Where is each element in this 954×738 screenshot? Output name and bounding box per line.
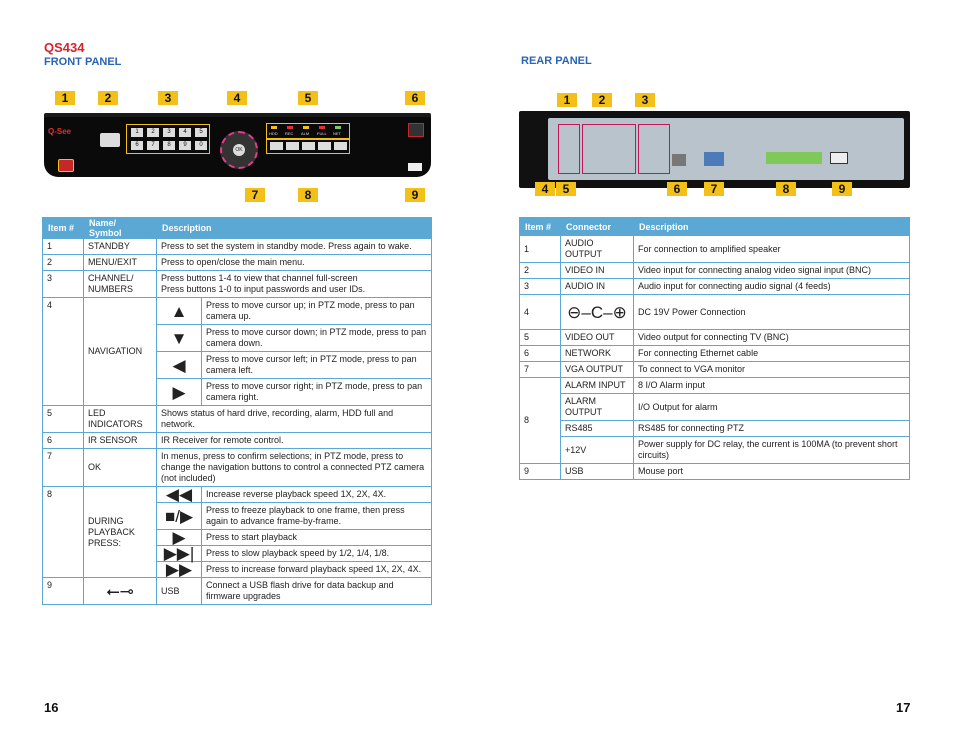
connector-name: ALARM INPUT — [561, 378, 634, 394]
item-name: LED INDICATORS — [84, 406, 157, 433]
up-arrow-icon: ▲ — [157, 298, 202, 325]
connector-description: RS485 for connecting PTZ — [634, 421, 910, 437]
item-number: 4 — [43, 298, 84, 406]
rewind-icon: ◀◀ — [157, 487, 202, 503]
item-number: 5 — [43, 406, 84, 433]
model-name: QS434 — [44, 40, 85, 55]
table-row — [520, 263, 910, 279]
table-row — [43, 298, 432, 325]
usb-icon: ⭠⊸ — [84, 578, 157, 605]
item-description: Press to open/close the main menu. — [157, 255, 432, 271]
led-label: REC — [285, 131, 294, 136]
playback-button[interactable] — [270, 142, 283, 150]
led-dot — [271, 126, 277, 129]
connector-description: Power supply for DC relay, the current is 100MA (to prevent short circuits) — [634, 437, 910, 464]
table-row — [520, 394, 910, 421]
table-row — [520, 295, 910, 330]
playback-button[interactable] — [302, 142, 315, 150]
callout-front-8: 8 — [298, 188, 318, 202]
header-connector: Connector — [561, 218, 634, 236]
keypad-button[interactable]: 8 — [163, 141, 175, 150]
item-description: Press to move cursor right; in PTZ mode, press to pan camera right. — [202, 379, 432, 406]
connector-description: For connecting Ethernet cable — [634, 346, 910, 362]
ir-sensor — [408, 123, 424, 137]
item-description: Press to move cursor left; in PTZ mode, press to pan camera left. — [202, 352, 432, 379]
led-label: HDD — [269, 131, 278, 136]
table-row — [43, 433, 432, 449]
description-line: Press buttons 1-0 to input passwords and user IDs. — [161, 284, 366, 294]
connector-description: To connect to VGA monitor — [634, 362, 910, 378]
network-port — [672, 154, 686, 166]
page-number-left: 16 — [44, 700, 59, 715]
vga-port — [704, 152, 724, 166]
table-row — [520, 378, 910, 394]
playback-button[interactable] — [318, 142, 331, 150]
callout-rear-7: 7 — [704, 182, 724, 196]
led-dot — [319, 126, 325, 129]
table-row — [43, 255, 432, 271]
callout-rear-6: 6 — [667, 182, 687, 196]
connector-name: ALARM OUTPUT — [561, 394, 634, 421]
keypad-button[interactable]: 2 — [147, 128, 159, 137]
audio-out-connector — [558, 124, 580, 174]
item-name: USB — [157, 578, 202, 605]
led-dot — [303, 126, 309, 129]
playback-buttons — [266, 139, 350, 154]
callout-front-3: 3 — [158, 91, 178, 105]
callout-front-5: 5 — [298, 91, 318, 105]
item-number: 7 — [43, 449, 84, 487]
table-row — [520, 421, 910, 437]
item-description: Press to start playback — [202, 530, 432, 546]
item-number: 9 — [520, 464, 561, 480]
connector-description: Mouse port — [634, 464, 910, 480]
channel-keypad — [126, 124, 210, 154]
connector-name: NETWORK — [561, 346, 634, 362]
menu-button[interactable] — [100, 133, 120, 147]
connector-name: RS485 — [561, 421, 634, 437]
led-label: ALM — [301, 131, 310, 136]
table-row — [520, 330, 910, 346]
item-description: Press to set the system in standby mode. Press again to wake. — [157, 239, 432, 255]
connector-description: Audio input for connecting audio signal (4 feeds) — [634, 279, 910, 295]
connector-name: VIDEO IN — [561, 263, 634, 279]
qsee-logo: Q-See — [48, 127, 72, 136]
audio-in-connectors — [638, 124, 670, 174]
connector-description: DC 19V Power Connection — [634, 295, 910, 330]
rear-usb-port — [830, 152, 848, 164]
table-row — [43, 449, 432, 487]
item-number: 6 — [520, 346, 561, 362]
connector-name: VGA OUTPUT — [561, 362, 634, 378]
alarm-terminal — [766, 152, 822, 164]
item-description: Increase reverse playback speed 1X, 2X, 4X. — [202, 487, 432, 503]
callout-front-1: 1 — [55, 91, 75, 105]
item-description: Press to move cursor down; in PTZ mode, press to pan camera down. — [202, 325, 432, 352]
connector-name: USB — [561, 464, 634, 480]
front-usb-port[interactable] — [408, 163, 422, 171]
led-indicators — [266, 123, 350, 139]
standby-button[interactable] — [58, 159, 74, 172]
dvr-front-panel-image — [44, 117, 431, 177]
item-description: In menus, press to confirm selections; in PTZ mode, press to change the navigation buttons to control a connected PTZ camera (not included) — [157, 449, 432, 487]
header-description: Description — [157, 218, 432, 239]
connector-name: AUDIO OUTPUT — [561, 236, 634, 263]
keypad-button[interactable]: 6 — [131, 141, 143, 150]
connector-description: Video input for connecting analog video signal input (BNC) — [634, 263, 910, 279]
dc-polarity-icon: ⊖–C–⊕ — [561, 295, 634, 330]
item-description: Press to move cursor up; in PTZ mode, press to pan camera up. — [202, 298, 432, 325]
table-row — [43, 406, 432, 433]
table-header-row — [43, 218, 432, 239]
keypad-button[interactable]: 9 — [179, 141, 191, 150]
item-number: 4 — [520, 295, 561, 330]
led-label: FULL — [317, 131, 327, 136]
keypad-button[interactable]: 5 — [195, 128, 207, 137]
callout-rear-1: 1 — [557, 93, 577, 107]
item-description: Press to freeze playback to one frame, then press again to advance frame-by-frame. — [202, 503, 432, 530]
down-arrow-icon: ▼ — [157, 325, 202, 352]
rear-panel-title: REAR PANEL — [521, 55, 592, 67]
led-dot — [287, 126, 293, 129]
playback-button[interactable] — [286, 142, 299, 150]
connector-description: For connection to amplified speaker — [634, 236, 910, 263]
rear-panel-table — [519, 217, 910, 480]
callout-rear-9: 9 — [832, 182, 852, 196]
connector-name: AUDIO IN — [561, 279, 634, 295]
callout-rear-4: 4 — [535, 182, 555, 196]
item-description — [157, 271, 432, 298]
playback-button[interactable] — [334, 142, 347, 150]
right-arrow-icon: ▶ — [157, 379, 202, 406]
rear-connector-plate — [548, 118, 904, 180]
keypad-button[interactable]: 7 — [147, 141, 159, 150]
connector-name: +12V — [561, 437, 634, 464]
item-name: DURING PLAYBACK PRESS: — [84, 487, 157, 578]
callout-front-7: 7 — [245, 188, 265, 202]
keypad-button[interactable]: 3 — [163, 128, 175, 137]
item-number: 1 — [43, 239, 84, 255]
item-name: STANDBY — [84, 239, 157, 255]
callout-front-6: 6 — [405, 91, 425, 105]
callout-rear-2: 2 — [592, 93, 612, 107]
left-arrow-icon: ◀ — [157, 352, 202, 379]
item-number: 7 — [520, 362, 561, 378]
item-name: IR SENSOR — [84, 433, 157, 449]
header-item: Item # — [43, 218, 84, 239]
table-row — [520, 464, 910, 480]
connector-name: VIDEO OUT — [561, 330, 634, 346]
callout-front-4: 4 — [227, 91, 247, 105]
keypad-button[interactable]: 1 — [131, 128, 143, 137]
table-row — [520, 279, 910, 295]
item-number: 3 — [43, 271, 84, 298]
table-row — [43, 578, 432, 605]
header-description: Description — [634, 218, 910, 236]
item-name: OK — [84, 449, 157, 487]
table-row — [520, 362, 910, 378]
frame-advance-icon: ■/▶ — [157, 503, 202, 530]
item-description: Shows status of hard drive, recording, alarm, HDD full and network. — [157, 406, 432, 433]
front-panel-table — [42, 217, 432, 605]
item-number: 3 — [520, 279, 561, 295]
connector-description: 8 I/O Alarm input — [634, 378, 910, 394]
table-row — [43, 487, 432, 503]
item-description: Press to slow playback speed by 1/2, 1/4, 1/8. — [202, 546, 432, 562]
item-number: 2 — [43, 255, 84, 271]
play-icon: ▶ — [157, 530, 202, 546]
table-row — [43, 239, 432, 255]
item-number: 5 — [520, 330, 561, 346]
callout-rear-3: 3 — [635, 93, 655, 107]
table-row — [520, 437, 910, 464]
item-name: NAVIGATION — [84, 298, 157, 406]
page-number-right: 17 — [896, 700, 911, 715]
callout-rear-5: 5 — [556, 182, 576, 196]
table-header-row — [520, 218, 910, 236]
header-name: Name/ Symbol — [84, 218, 157, 239]
item-number: 1 — [520, 236, 561, 263]
video-in-connectors — [582, 124, 636, 174]
header-item: Item # — [520, 218, 561, 236]
connector-description: I/O Output for alarm — [634, 394, 910, 421]
callout-front-9: 9 — [405, 188, 425, 202]
item-name: MENU/EXIT — [84, 255, 157, 271]
table-row — [520, 236, 910, 263]
item-number: 8 — [43, 487, 84, 578]
front-panel-title: FRONT PANEL — [44, 56, 122, 68]
item-description: IR Receiver for remote control. — [157, 433, 432, 449]
description-line: Press buttons 1-4 to view that channel full-screen — [161, 273, 358, 283]
connector-description: Video output for connecting TV (BNC) — [634, 330, 910, 346]
item-number: 2 — [520, 263, 561, 279]
item-number: 9 — [43, 578, 84, 605]
item-number: 8 — [520, 378, 561, 464]
ok-button[interactable]: OK — [233, 144, 245, 156]
slow-play-icon: ▶▶| — [157, 546, 202, 562]
keypad-button[interactable]: 4 — [179, 128, 191, 137]
navigation-ring[interactable] — [220, 131, 258, 169]
callout-front-2: 2 — [98, 91, 118, 105]
table-row — [520, 346, 910, 362]
table-row — [43, 271, 432, 298]
led-label: NET — [333, 131, 341, 136]
item-description: Press to increase forward playback speed 1X, 2X, 4X. — [202, 562, 432, 578]
led-dot — [335, 126, 341, 129]
keypad-button[interactable]: 0 — [195, 141, 207, 150]
fast-forward-icon: ▶▶ — [157, 562, 202, 578]
callout-rear-8: 8 — [776, 182, 796, 196]
item-number: 6 — [43, 433, 84, 449]
item-name: CHANNEL/ NUMBERS — [84, 271, 157, 298]
item-description: Connect a USB flash drive for data backup and firmware upgrades — [202, 578, 432, 605]
